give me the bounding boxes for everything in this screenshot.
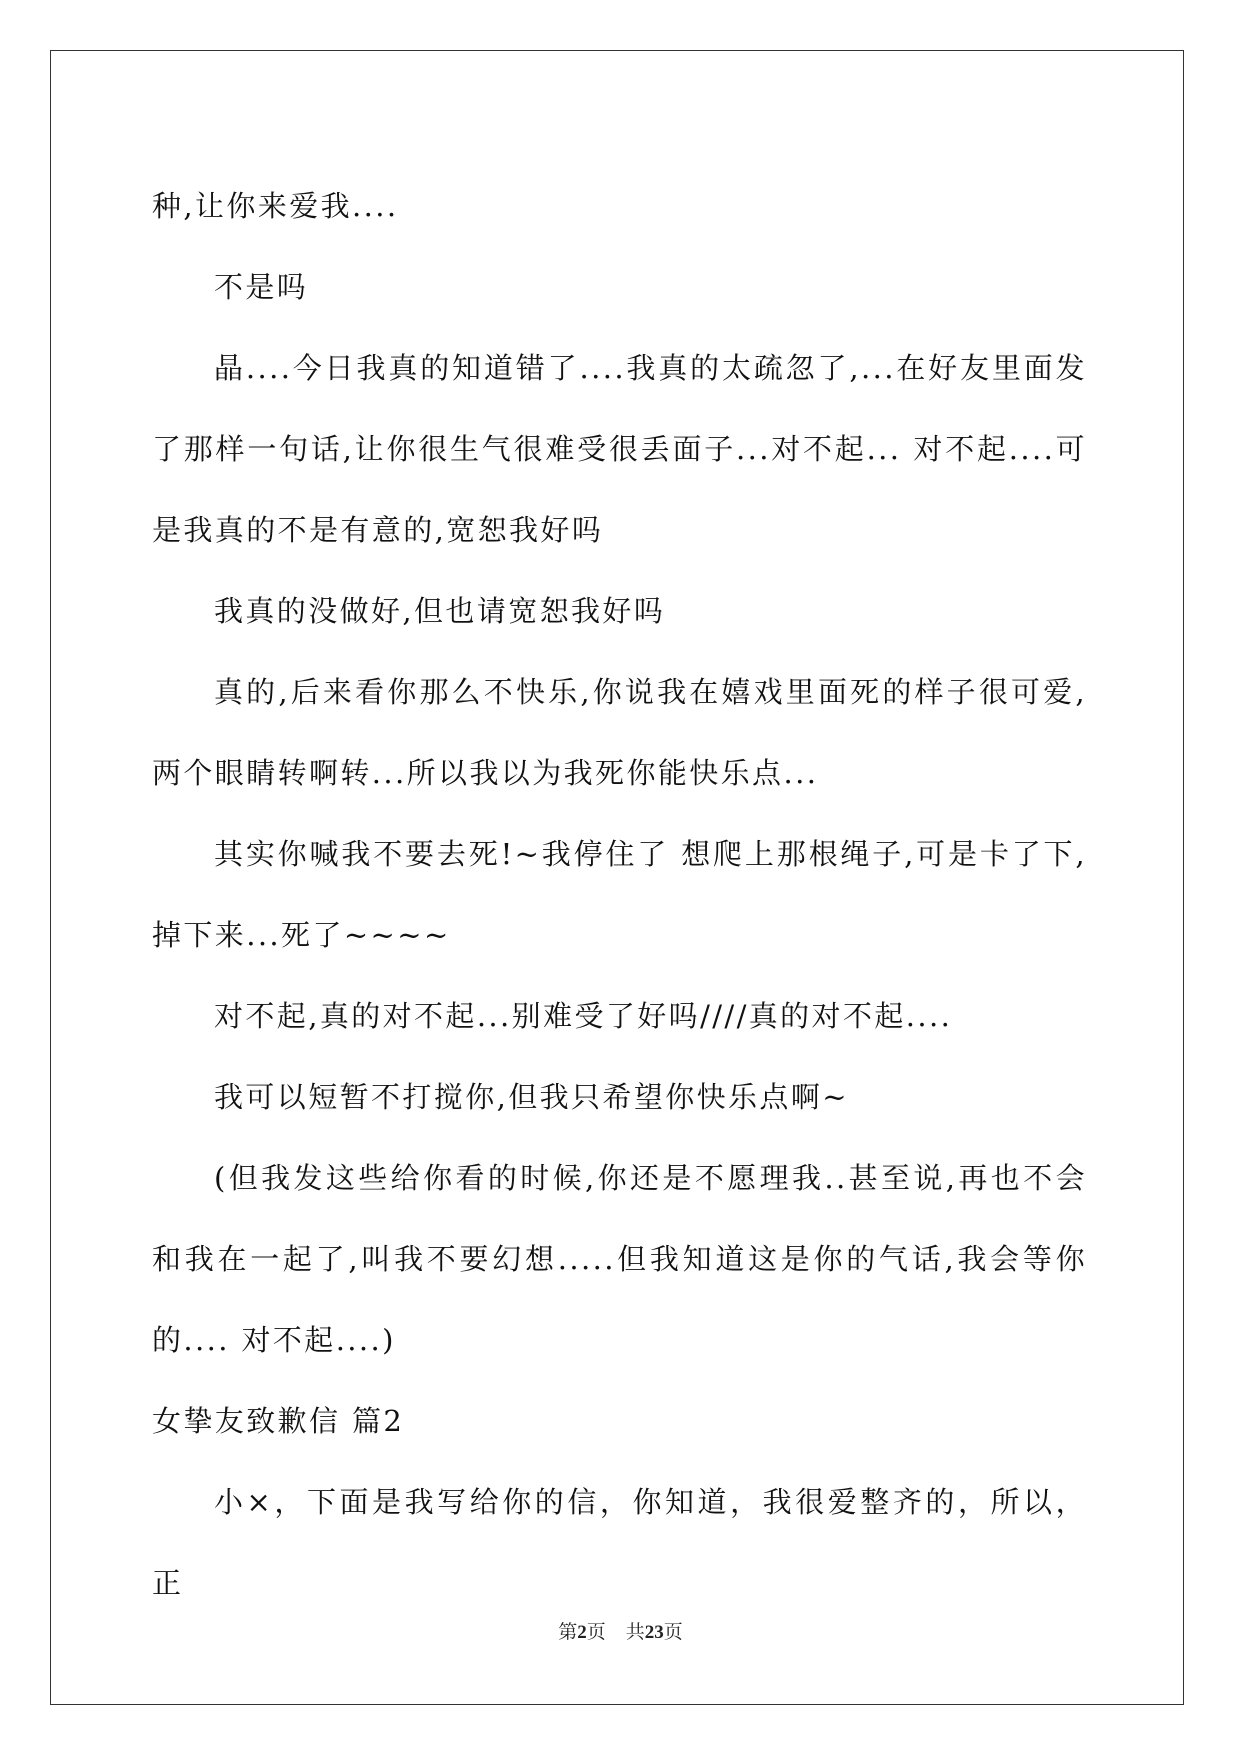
document-body [152,166,1087,1624]
footer-prefix: 第 [558,1622,578,1643]
paragraph: 小×，下面是我写给你的信，你知道，我很爱整齐的，所以，正 [152,1485,1087,1600]
paragraph: 不是吗 [214,270,309,304]
paragraph: 其实你喊我不要去死!~我停住了 想爬上那根绳子,可是卡了下,掉下来...死了~~~~ [152,837,1087,952]
paragraph: 我真的没做好,但也请宽恕我好吗 [214,594,666,628]
footer-total-prefix: 共 [625,1622,645,1643]
paragraph: 晶....今日我真的知道错了....我真的太疏忽了,...在好友里面发了那样一句话,让你很生气很难受很丢面子...对不起... 对不起....可是我真的不是有意的,宽恕我好吗 [152,351,1087,547]
paragraph-continuation: 种,让你来爱我.... [152,189,399,223]
page-footer [0,1617,1241,1644]
footer-page-number: 2 [577,1622,587,1643]
paragraph: 真的,后来看你那么不快乐,你说我在嬉戏里面死的样子很可爱,两个眼睛转啊转...所以我以为我死你能快乐点... [152,675,1087,790]
footer-total-pages: 23 [644,1622,664,1643]
footer-page-suffix: 页 [586,1622,606,1643]
footer-total-suffix: 页 [663,1622,683,1643]
paragraph: 我可以短暂不打搅你,但我只希望你快乐点啊~ [214,1080,849,1114]
paragraph: 对不起,真的对不起...别难受了好吗////真的对不起.... [214,999,953,1033]
paragraph: (但我发这些给你看的时候,你还是不愿理我..甚至说,再也不会和我在一起了,叫我不要幻想.....但我知道这是你的气话,我会等你的.... 对不起....) [152,1161,1087,1357]
section-heading: 女挚友致歉信 篇2 [152,1404,405,1438]
